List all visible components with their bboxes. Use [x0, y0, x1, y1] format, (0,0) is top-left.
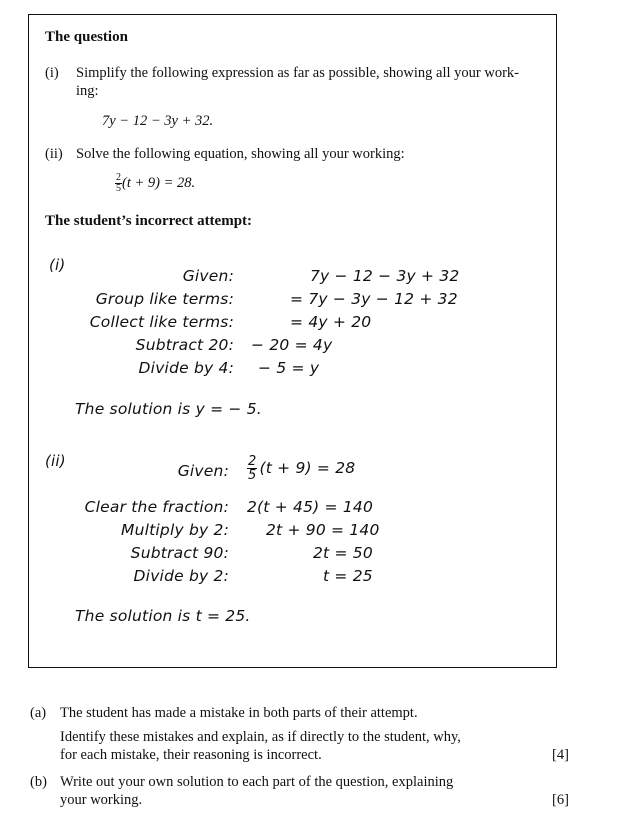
attempt-ii-work-given	[247, 455, 355, 482]
attempt-i-step-label-divide: Divide by 4:	[138, 359, 234, 377]
hand-frac-numerator: 2	[248, 454, 257, 469]
attempt-part-ii-label: (ii)	[45, 452, 66, 470]
attempt-ii-step-label-divide: Divide by 2:	[133, 567, 229, 585]
attempt-ii-step-label-subtract: Subtract 90:	[130, 544, 229, 562]
hand-frac-denominator: 5	[248, 468, 257, 483]
question-part-ii-equation	[115, 173, 195, 194]
task-b-line2: your working.	[60, 792, 143, 808]
frac-denominator: 5	[116, 183, 121, 194]
task-b-line1: Write out your own solution to each part of the question, explaining	[60, 774, 454, 790]
attempt-part-i-label: (i)	[49, 256, 66, 274]
equation-rest: (t + 9) = 28.	[122, 174, 196, 191]
attempt-i-work-divide: − 5 = y	[258, 359, 320, 377]
attempt-i-step-label-given: Given:	[182, 267, 234, 285]
attempt-i-work-given: 7y − 12 − 3y + 32	[310, 267, 460, 285]
attempt-i-work-subtract: − 20 = 4y	[251, 336, 333, 354]
attempt-i-work-collect: = 4y + 20	[290, 313, 372, 331]
question-part-i-text-line2: ing:	[76, 83, 99, 99]
question-box	[28, 14, 557, 668]
question-heading: The question	[45, 29, 128, 45]
attempt-i-step-label-collect: Collect like terms:	[89, 313, 234, 331]
task-a-marks: [4]	[552, 747, 569, 763]
attempt-heading: The student’s incorrect attempt:	[45, 213, 253, 229]
attempt-i-step-label-subtract: Subtract 20:	[135, 336, 234, 354]
fraction-two-fifths	[115, 173, 122, 194]
attempt-i-work-group: = 7y − 3y − 12 + 32	[290, 290, 458, 308]
attempt-ii-work-divide: t = 25	[323, 567, 373, 585]
task-b-marks: [6]	[552, 792, 569, 808]
attempt-ii-work-multiply: 2t + 90 = 140	[266, 521, 380, 539]
question-part-i-expression: 7y − 12 − 3y + 32.	[102, 113, 214, 129]
task-a-line3: for each mistake, their reasoning is incorrect.	[60, 747, 322, 763]
attempt-ii-step-label-multiply: Multiply by 2:	[121, 521, 229, 539]
attempt-ii-step-label-given: Given:	[177, 462, 229, 480]
question-part-ii-text: Solve the following equation, showing all your working:	[76, 146, 405, 162]
hand-fraction-two-fifths	[247, 455, 257, 482]
task-a-line1: The student has made a mistake in both parts of their attempt.	[60, 705, 418, 721]
task-a-label: (a)	[30, 705, 47, 721]
task-b-label: (b)	[30, 774, 47, 790]
attempt-ii-solution: The solution is t = 25.	[75, 607, 251, 625]
attempt-i-solution: The solution is y = − 5.	[75, 400, 262, 418]
frac-numerator: 2	[116, 172, 121, 183]
question-part-i-text-line1: Simplify the following expression as far as possible, showing all your work-	[76, 65, 519, 81]
question-part-ii-label: (ii)	[45, 146, 63, 162]
hand-given-rest: (t + 9) = 28	[259, 459, 356, 477]
attempt-ii-work-clear: 2(t + 45) = 140	[247, 498, 374, 516]
attempt-i-step-label-group: Group like terms:	[95, 290, 234, 308]
attempt-ii-step-label-clear: Clear the fraction:	[84, 498, 229, 516]
question-part-i-label: (i)	[45, 65, 59, 81]
attempt-ii-work-subtract: 2t = 50	[313, 544, 373, 562]
task-a-line2: Identify these mistakes and explain, as if directly to the student, why,	[60, 729, 461, 745]
